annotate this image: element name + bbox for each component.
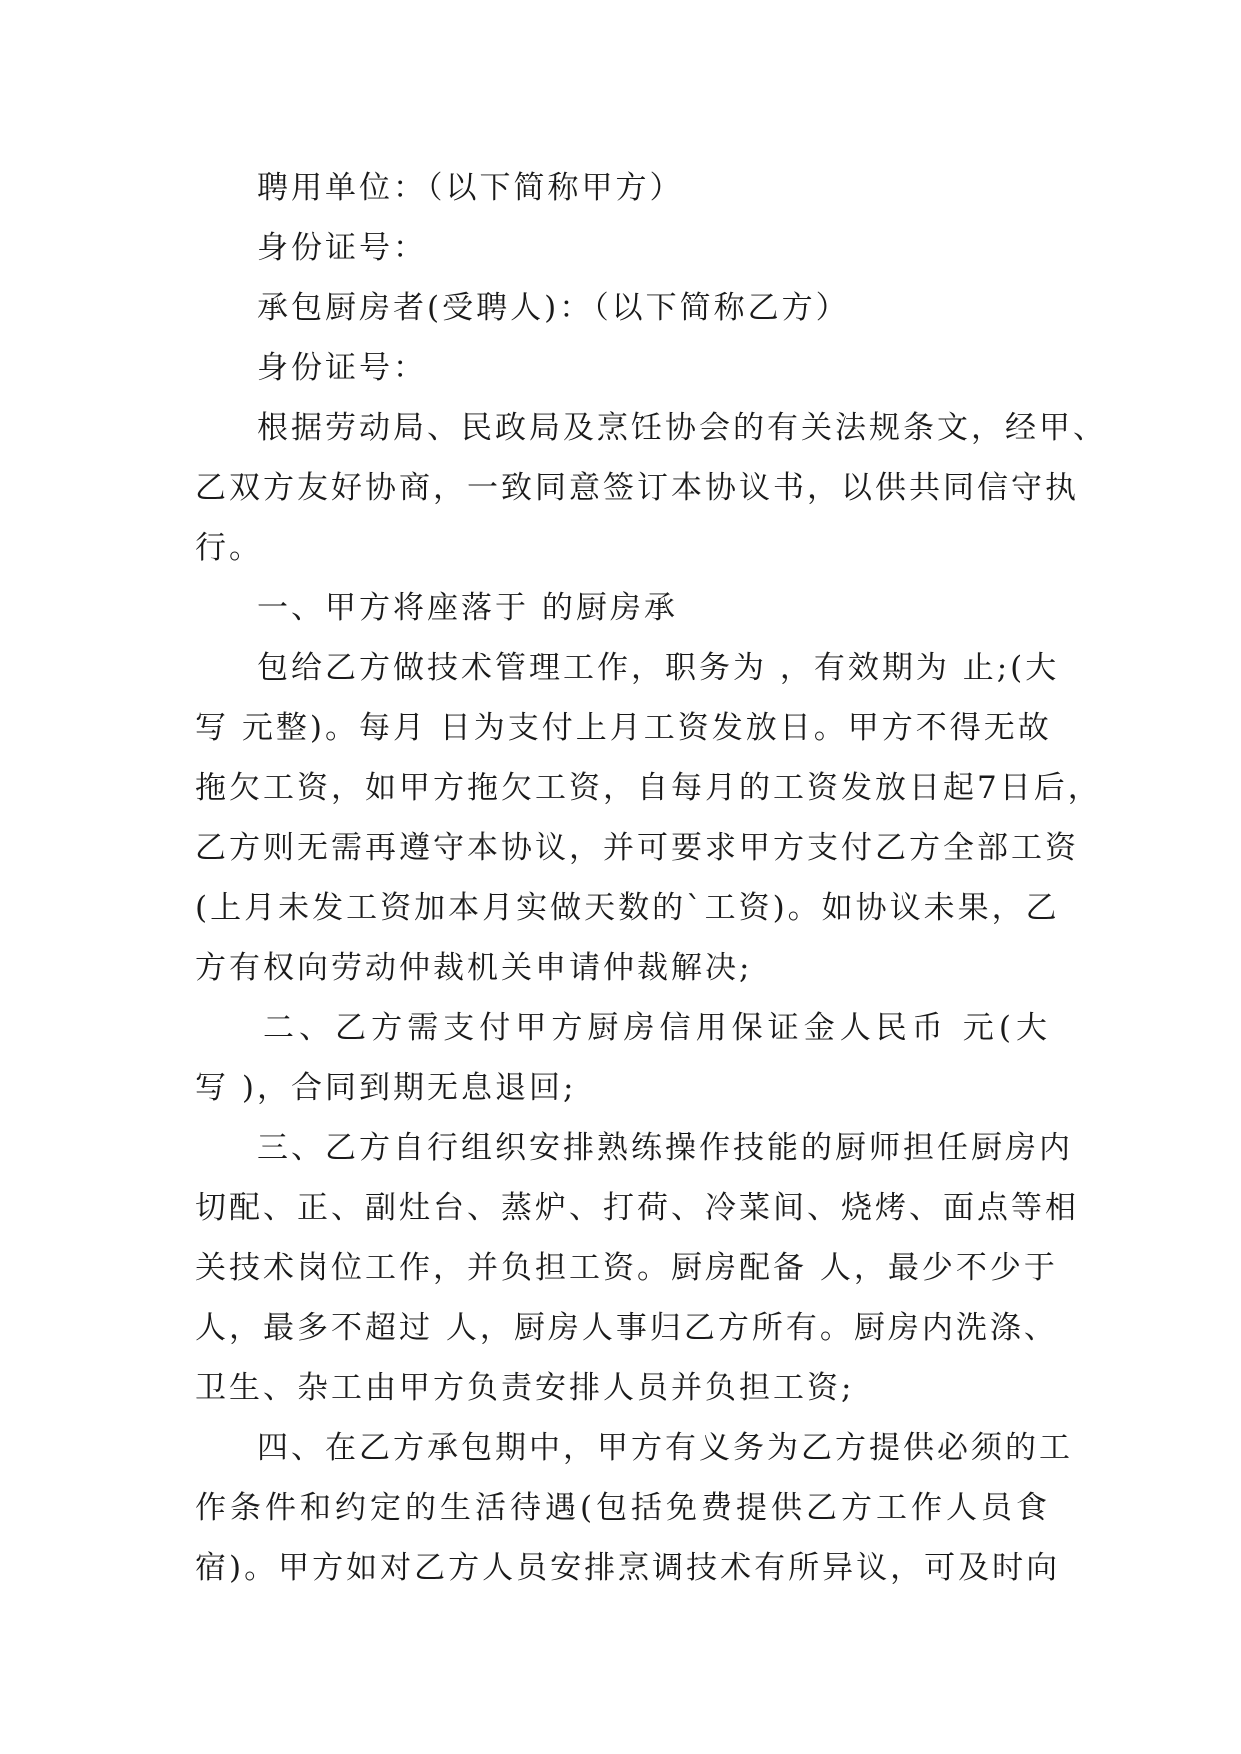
clause-1-line-2: 包给乙方做技术管理工作，职务为 ，有效期为 止;(大 [257, 650, 1060, 686]
clause-1-line-5: 乙方则无需再遵守本协议，并可要求甲方支付乙方全部工资 [195, 830, 1079, 866]
clause-4-line-2: 作条件和约定的生活待遇(包括免费提供乙方工作人员食 [195, 1490, 1050, 1526]
contractor-line: 承包厨房者(受聘人)：（以下简称乙方） [257, 290, 850, 326]
clause-2-line-1: 二、乙方需支付甲方厨房信用保证金人民币 元(大 [263, 1010, 1050, 1046]
clause-1-line-4: 拖欠工资，如甲方拖欠工资，自每月的工资发放日起7日后， [195, 770, 1102, 806]
clause-1-line-7: 方有权向劳动仲裁机关申请仲裁解决; [195, 950, 753, 986]
clause-3-line-3: 关技术岗位工作，并负担工资。厨房配备 人，最少不少于 [195, 1250, 1058, 1286]
clause-3-line-4: 人，最多不超过 人，厨房人事归乙方所有。厨房内洗涤、 [195, 1310, 1058, 1346]
contractor-id-line: 身份证号： [257, 350, 427, 386]
clause-1-line-6: (上月未发工资加本月实做天数的`工资)。如协议未果，乙 [195, 890, 1060, 926]
clause-1-line-3: 写 元整)。每月 日为支付上月工资发放日。甲方不得无故 [195, 710, 1052, 746]
employer-line: 聘用单位：（以下简称甲方） [257, 170, 684, 206]
preamble-line-1: 根据劳动局、民政局及烹饪协会的有关法规条文，经甲、 [257, 410, 1107, 446]
clause-4-line-1: 四、在乙方承包期中，甲方有义务为乙方提供必须的工 [257, 1430, 1073, 1466]
preamble-line-3: 行。 [195, 530, 263, 566]
clause-3-line-5: 卫生、杂工由甲方负责安排人员并负担工资; [195, 1370, 855, 1406]
clause-3-line-1: 三、乙方自行组织安排熟练操作技能的厨师担任厨房内 [257, 1130, 1073, 1166]
clause-4-line-3: 宿)。甲方如对乙方人员安排烹调技术有所异议，可及时向 [195, 1550, 1061, 1586]
clause-1-line-1: 一、甲方将座落于 的厨房承 [257, 590, 678, 626]
employer-id-line: 身份证号： [257, 230, 427, 266]
contract-body [195, 158, 1107, 1598]
preamble-line-2: 乙双方友好协商，一致同意签订本协议书，以供共同信守执 [195, 470, 1079, 506]
clause-2-line-2: 写 )，合同到期无息退回; [195, 1070, 577, 1106]
clause-3-line-2: 切配、正、副灶台、蒸炉、打荷、冷菜间、烧烤、面点等相 [195, 1190, 1079, 1226]
